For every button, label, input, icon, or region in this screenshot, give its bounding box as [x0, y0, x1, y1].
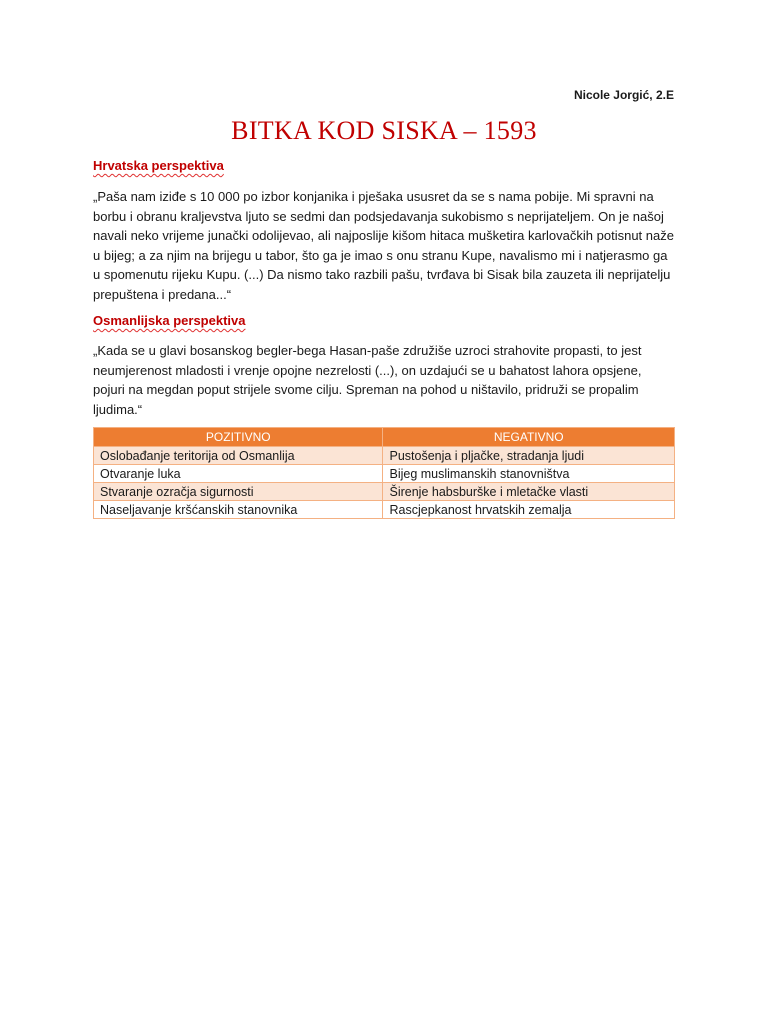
table-cell-positive: Naseljavanje kršćanskih stanovnika [94, 501, 383, 519]
table-row [94, 465, 675, 483]
table-cell-positive: Stvaranje ozračja sigurnosti [94, 483, 383, 501]
table-cell-negative: Pustošenja i pljačke, stradanja ljudi [383, 447, 675, 465]
table-row [94, 447, 675, 465]
quote-croatian: „Paša nam iziđe s 10 000 po izbor konjanika i pješaka ususret da se s nama pobije. Mi spravni na borbu i obranu kraljevstva ljuto se sedmi dan podsjedavanja sukobismo s neprijateljem. On je našoj navali neko vrijeme junački odolijevao, ali najposlije kišom hitaca mušketira karlovačkih potisnut naže u bijeg; a za njim na brijegu u tabor, što ga je imao s onu stranu Kupe, navalismo mi i natjerasmo ga u spomenutu rijeku Kupu. (...) Da nismo tako razbili pašu, tvrđava bi Sisak bila zauzeta ili neprijatelju prepuštena i predana...“ [93, 189, 674, 302]
document-title: BITKA KOD SISKA – 1593 [231, 116, 537, 145]
section-heading-ottoman: Osmanlijska perspektiva [93, 313, 246, 328]
table-header-row [94, 428, 675, 447]
author-line: Nicole Jorgić, 2.E [573, 88, 674, 102]
table-cell-negative: Bijeg muslimanskih stanovništva [383, 465, 675, 483]
table-row [94, 501, 675, 519]
header-positive: POZITIVNO [94, 428, 383, 447]
table-cell-negative: Širenje habsburške i mletačke vlasti [383, 483, 675, 501]
header-negative: NEGATIVNO [383, 428, 675, 447]
section-heading-croatian: Hrvatska perspektiva [93, 158, 224, 173]
quote-ottoman: „Kada se u glavi bosanskog begler-bega Hasan-paše združiše uzroci strahovite propasti, to jest neumjerenost mladosti i vrenje opojne nezrelosti (...), on uzdajući se u bahatost lahora opsjene, pojuri na megdan poput strijele svome cilju. Spreman na pohod u ništavilo, pridruži se propalim ljudima.“ [93, 343, 642, 417]
table-cell-positive: Oslobađanje teritorija od Osmanlija [94, 447, 383, 465]
table-cell-negative: Rascjepkanost hrvatskih zemalja [383, 501, 675, 519]
table-cell-positive: Otvaranje luka [94, 465, 383, 483]
comparison-table [93, 427, 675, 519]
table-row [94, 483, 675, 501]
